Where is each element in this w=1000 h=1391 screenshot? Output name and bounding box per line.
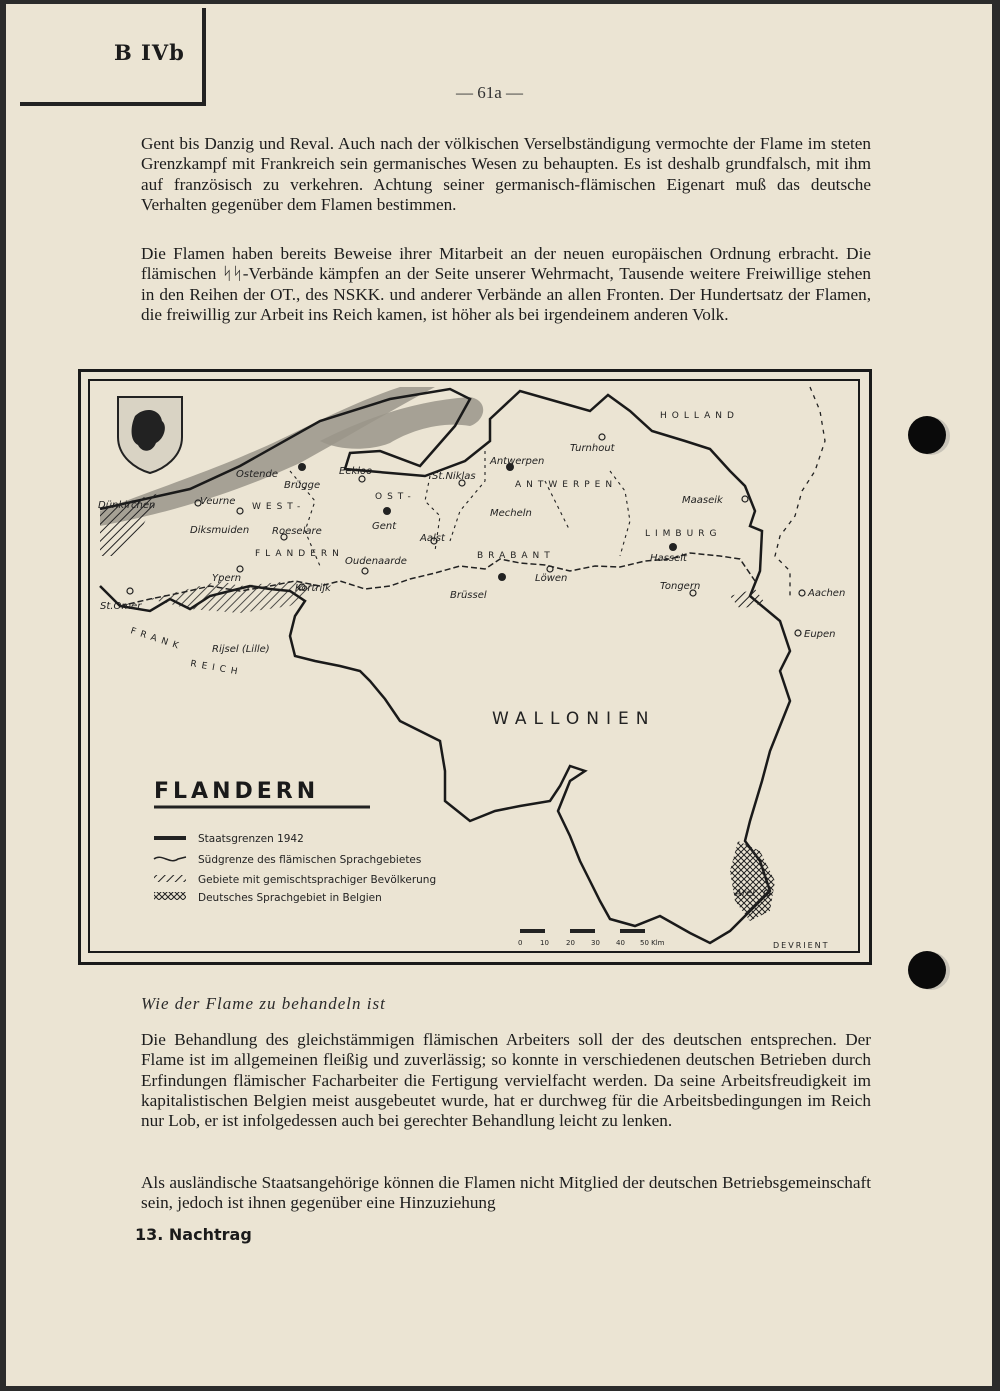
region-label: ANTWERPEN (515, 480, 618, 490)
city-label: St.Omer (100, 601, 142, 612)
scale-tick: 30 (591, 939, 600, 947)
region-label: BRABANT (477, 551, 555, 561)
section-tag-box (20, 8, 206, 106)
scale-tick: 20 (566, 939, 575, 947)
city-label: Turnhout (570, 443, 615, 454)
flanders-map (78, 369, 872, 965)
scale-tick: 40 (616, 939, 625, 947)
region-label-wallonien: WALLONIEN (492, 709, 656, 729)
region-label: HOLLAND (660, 411, 739, 421)
region-label: FLANDERN (255, 549, 344, 559)
map-svg (90, 381, 858, 951)
region-label: OST- (375, 492, 416, 502)
city-label: Eupen (804, 629, 836, 640)
city-label: Arel (735, 888, 755, 899)
city-label: Oudenaarde (345, 556, 407, 567)
map-credit: DEVRIENT (773, 941, 830, 950)
scale-tick: 50 Klm (640, 939, 665, 947)
section-heading: Wie der Flame zu behandeln ist (141, 994, 386, 1013)
flanders-coat-of-arms-icon (118, 397, 182, 473)
paragraph-3: Die Behandlung des gleichstämmigen flämischen Arbeiters soll der des deutschen entsprechen. Der Flame ist im allgemeinen fleißig und zuverlässig; so konnte in verschiedenen deutschen Betrieben durch Erfindungen flämischer Facharbeiter die Fertigung vervielfacht werden. Da seine Arbeitsfreudigkeit im kapitalistischen Belgien meist ausgebeutet wurde, hat er durchweg für die Arbeitsbedingungen im Reich nur Lob, er ist infolgedessen auch bei gerechter Behandlung leicht zu lenken. (141, 1030, 871, 1131)
punch-hole (908, 951, 946, 989)
mixed-language-area-east (730, 589, 765, 609)
map-title: FLANDERN (154, 779, 320, 804)
city-label: Dünkirchen (98, 500, 156, 511)
paragraph-2: Die Flamen haben bereits Beweise ihrer Mitarbeit an der neuen europäischen Ordnung erbracht. Die flämischen ᛋᛋ-Verbände kämpfen an der Seite unserer Wehrmacht, Tausende weitere Freiwillige stehen in den Reihen der OT., des NSKK. und anderer Verbände an allen Fronten. Der Hundertsatz der Flamen, die freiwillig zur Arbeit ins Reich kamen, ist höher als bei irgendeinem anderen Volk. (141, 244, 871, 324)
legend-item: Gebiete mit gemischtsprachiger Bevölkerung (198, 874, 437, 886)
scale-tick: 0 (518, 939, 523, 947)
city-label: Maaseik (682, 495, 723, 506)
region-label: FRANK (129, 626, 185, 653)
scale-tick: 10 (540, 939, 549, 947)
city-label: Hasselt (650, 553, 687, 564)
city-label: Veurne (200, 496, 236, 507)
city-label: Brüssel (450, 590, 487, 601)
city-label: Rijsel (Lille) (212, 644, 270, 655)
legend-item: Staatsgrenzen 1942 (198, 833, 304, 845)
dutch-border-line (775, 387, 825, 596)
paragraph-4: Als ausländische Staatsangehörige können die Flamen nicht Mitglied der deutschen Betriebsgemeinschaft sein, jedoch ist ihnen gegenüber eine Hinzuziehung (141, 1173, 871, 1213)
section-tag: B IVb (114, 40, 185, 65)
paragraph-1: Gent bis Danzig und Reval. Auch nach der völkischen Verselbständigung vermochte der Flame im steten Grenzkampf mit Frankreich sein germanisches Wesen zu behaupten. Es ist deshalb grundfalsch, mit ihm auf französisch zu verkehren. Achtung seiner germanisch-flämischen Eigenart muß das deutsche Verhalten gegenüber dem Flamen bestimmen. (141, 134, 871, 214)
city-label: Roeselare (272, 526, 322, 537)
city-label: Diksmuiden (190, 525, 250, 536)
city-label: Aalst (420, 533, 445, 544)
region-label: REICH (189, 659, 244, 679)
german-language-area (730, 841, 775, 921)
map-inner-frame (88, 379, 860, 953)
legend-item: Deutsches Sprachgebiet in Belgien (198, 892, 382, 904)
region-label: LIMBURG (645, 529, 722, 539)
city-label: Mecheln (490, 508, 532, 519)
document-page (6, 4, 992, 1386)
city-label: Ostende (236, 469, 278, 480)
city-label: Ypern (212, 573, 242, 584)
legend-item: Südgrenze des flämischen Sprachgebietes (198, 854, 422, 866)
page-number: — 61a — (456, 83, 524, 102)
region-label: WEST- (252, 502, 306, 512)
supplement-label: 13. Nachtrag (135, 1225, 252, 1244)
city-label: Eekloo (339, 466, 373, 477)
punch-hole (908, 416, 946, 454)
city-label: Antwerpen (490, 456, 545, 467)
city-label: Löwen (535, 573, 568, 584)
city-label: St.Niklas (432, 471, 476, 482)
city-label: Aachen (808, 588, 846, 599)
city-label: Brügge (284, 480, 321, 491)
city-label: Gent (372, 521, 397, 532)
scale-bar (518, 929, 665, 947)
city-label: Kortrijk (295, 583, 331, 594)
city-label: Tongern (660, 581, 701, 592)
